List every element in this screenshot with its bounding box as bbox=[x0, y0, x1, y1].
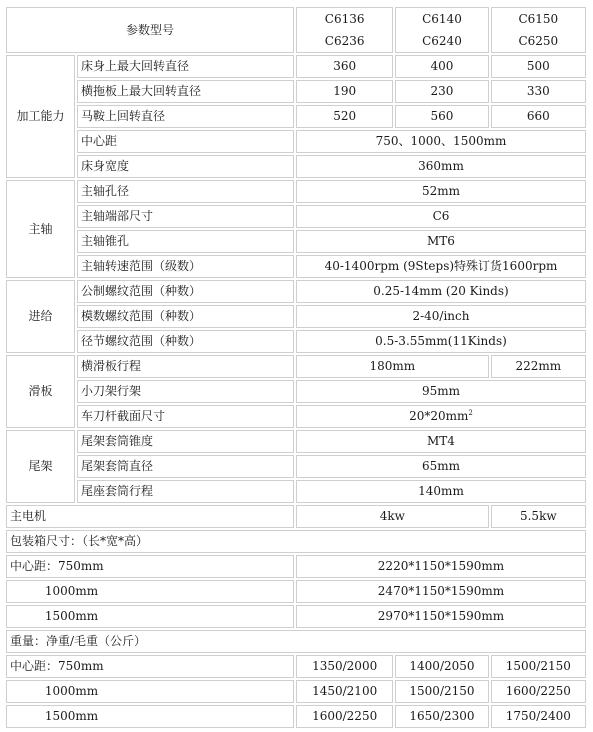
row-label: 主轴转速范围（级数） bbox=[77, 255, 294, 278]
row-label: 1000mm bbox=[6, 580, 294, 603]
table-row bbox=[6, 105, 586, 128]
cell-value: MT4 bbox=[296, 430, 586, 453]
group-name: 主轴 bbox=[6, 180, 75, 278]
cell-value: 560 bbox=[395, 105, 488, 128]
model-name: C6150 bbox=[518, 12, 559, 26]
cell-value: 1450/2100 bbox=[296, 680, 393, 703]
row-label: 中心距：750mm bbox=[6, 555, 294, 578]
row-label: 车刀杆截面尺寸 bbox=[77, 405, 294, 428]
cell-value: C6 bbox=[296, 205, 586, 228]
table-row bbox=[6, 355, 586, 378]
cell-value: 1400/2050 bbox=[395, 655, 488, 678]
table-row bbox=[6, 680, 586, 703]
table-row bbox=[6, 580, 586, 603]
row-label: 小刀架行架 bbox=[77, 380, 294, 403]
table-row bbox=[6, 555, 586, 578]
row-label: 中心距 bbox=[77, 130, 294, 153]
cell-value: 4kw bbox=[296, 505, 489, 528]
cell-value: 140mm bbox=[296, 480, 586, 503]
cell-value: 1350/2000 bbox=[296, 655, 393, 678]
cell-value: 222mm bbox=[491, 355, 586, 378]
row-label: 横拖板上最大回转直径 bbox=[77, 80, 294, 103]
cell-value: 40-1400rpm (9Steps)特殊订货1600rpm bbox=[296, 255, 586, 278]
row-label: 马鞍上回转直径 bbox=[77, 105, 294, 128]
model-name: C6240 bbox=[422, 34, 462, 48]
model-col-1 bbox=[296, 7, 393, 53]
table-row bbox=[6, 330, 586, 353]
spec-table bbox=[4, 5, 588, 730]
cell-value: 360 bbox=[296, 55, 393, 78]
cell-value: 190 bbox=[296, 80, 393, 103]
cell-value: 1500/2150 bbox=[395, 680, 488, 703]
cell-value: 5.5kw bbox=[491, 505, 586, 528]
table-row bbox=[6, 380, 586, 403]
group-name: 滑板 bbox=[6, 355, 75, 428]
row-label: 公制螺纹范围（种数） bbox=[77, 280, 294, 303]
cell-value: 520 bbox=[296, 105, 393, 128]
table-row bbox=[6, 305, 586, 328]
cell-value: 2970*1150*1590mm bbox=[296, 605, 586, 628]
table-row bbox=[6, 155, 586, 178]
cell-value: 2470*1150*1590mm bbox=[296, 580, 586, 603]
table-row bbox=[6, 480, 586, 503]
table-row bbox=[6, 530, 586, 553]
spec-table-body bbox=[6, 7, 586, 728]
cell-value: 95mm bbox=[296, 380, 586, 403]
superscript: 2 bbox=[468, 409, 473, 417]
section-title: 重量：净重/毛重（公斤） bbox=[6, 630, 586, 653]
cell-value: 360mm bbox=[296, 155, 586, 178]
cell-value: 750、1000、1500mm bbox=[296, 130, 586, 153]
table-row bbox=[6, 255, 586, 278]
cell-value: 1600/2250 bbox=[491, 680, 586, 703]
row-label: 床身上最大回转直径 bbox=[77, 55, 294, 78]
section-title: 包装箱尺寸：（长*宽*高） bbox=[6, 530, 586, 553]
cell-value: 2-40/inch bbox=[296, 305, 586, 328]
model-name: C6140 bbox=[422, 12, 462, 26]
cell-value: 180mm bbox=[296, 355, 489, 378]
row-label: 横滑板行程 bbox=[77, 355, 294, 378]
header-row bbox=[6, 7, 586, 53]
row-label: 尾架套筒锥度 bbox=[77, 430, 294, 453]
model-name: C6250 bbox=[518, 34, 559, 48]
cell-value: 400 bbox=[395, 55, 488, 78]
group-name: 加工能力 bbox=[6, 55, 75, 178]
row-label: 尾座套筒行程 bbox=[77, 480, 294, 503]
cell-value: 230 bbox=[395, 80, 488, 103]
row-label: 1500mm bbox=[6, 605, 294, 628]
row-label: 床身宽度 bbox=[77, 155, 294, 178]
model-name: C6236 bbox=[324, 34, 365, 48]
cell-value: 65mm bbox=[296, 455, 586, 478]
row-label: 主电机 bbox=[6, 505, 294, 528]
cell-value: 0.5-3.55mm(11Kinds) bbox=[296, 330, 586, 353]
table-row bbox=[6, 655, 586, 678]
row-label: 主轴孔径 bbox=[77, 180, 294, 203]
model-col-3 bbox=[491, 7, 586, 53]
table-row bbox=[6, 180, 586, 203]
table-row bbox=[6, 230, 586, 253]
cell-value: 0.25-14mm (20 Kinds) bbox=[296, 280, 586, 303]
table-row bbox=[6, 80, 586, 103]
group-name: 进给 bbox=[6, 280, 75, 353]
row-label: 尾架套筒直径 bbox=[77, 455, 294, 478]
row-label: 径节螺纹范围（种数） bbox=[77, 330, 294, 353]
row-label: 中心距：750mm bbox=[6, 655, 294, 678]
group-name: 尾架 bbox=[6, 430, 75, 503]
cell-value: MT6 bbox=[296, 230, 586, 253]
model-col-2 bbox=[395, 7, 488, 53]
row-label: 1500mm bbox=[6, 705, 294, 728]
header-label: 参数型号 bbox=[6, 7, 294, 53]
cell-value: 1750/2400 bbox=[491, 705, 586, 728]
table-row bbox=[6, 505, 586, 528]
table-row bbox=[6, 455, 586, 478]
table-row bbox=[6, 705, 586, 728]
table-row bbox=[6, 55, 586, 78]
table-row bbox=[6, 205, 586, 228]
cell-value: 500 bbox=[491, 55, 586, 78]
cell-value: 1500/2150 bbox=[491, 655, 586, 678]
row-label: 主轴锥孔 bbox=[77, 230, 294, 253]
cell-value: 1650/2300 bbox=[395, 705, 488, 728]
table-row bbox=[6, 430, 586, 453]
table-row bbox=[6, 130, 586, 153]
row-label: 模数螺纹范围（种数） bbox=[77, 305, 294, 328]
row-label: 主轴端部尺寸 bbox=[77, 205, 294, 228]
row-label: 1000mm bbox=[6, 680, 294, 703]
cell-value: 2220*1150*1590mm bbox=[296, 555, 586, 578]
cell-value: 660 bbox=[491, 105, 586, 128]
table-row bbox=[6, 280, 586, 303]
cell-value bbox=[296, 405, 586, 428]
value-text: 20*20mm bbox=[409, 409, 469, 423]
cell-value: 1600/2250 bbox=[296, 705, 393, 728]
cell-value: 52mm bbox=[296, 180, 586, 203]
table-row bbox=[6, 605, 586, 628]
table-row bbox=[6, 405, 586, 428]
table-row bbox=[6, 630, 586, 653]
model-name: C6136 bbox=[324, 12, 365, 26]
cell-value: 330 bbox=[491, 80, 586, 103]
